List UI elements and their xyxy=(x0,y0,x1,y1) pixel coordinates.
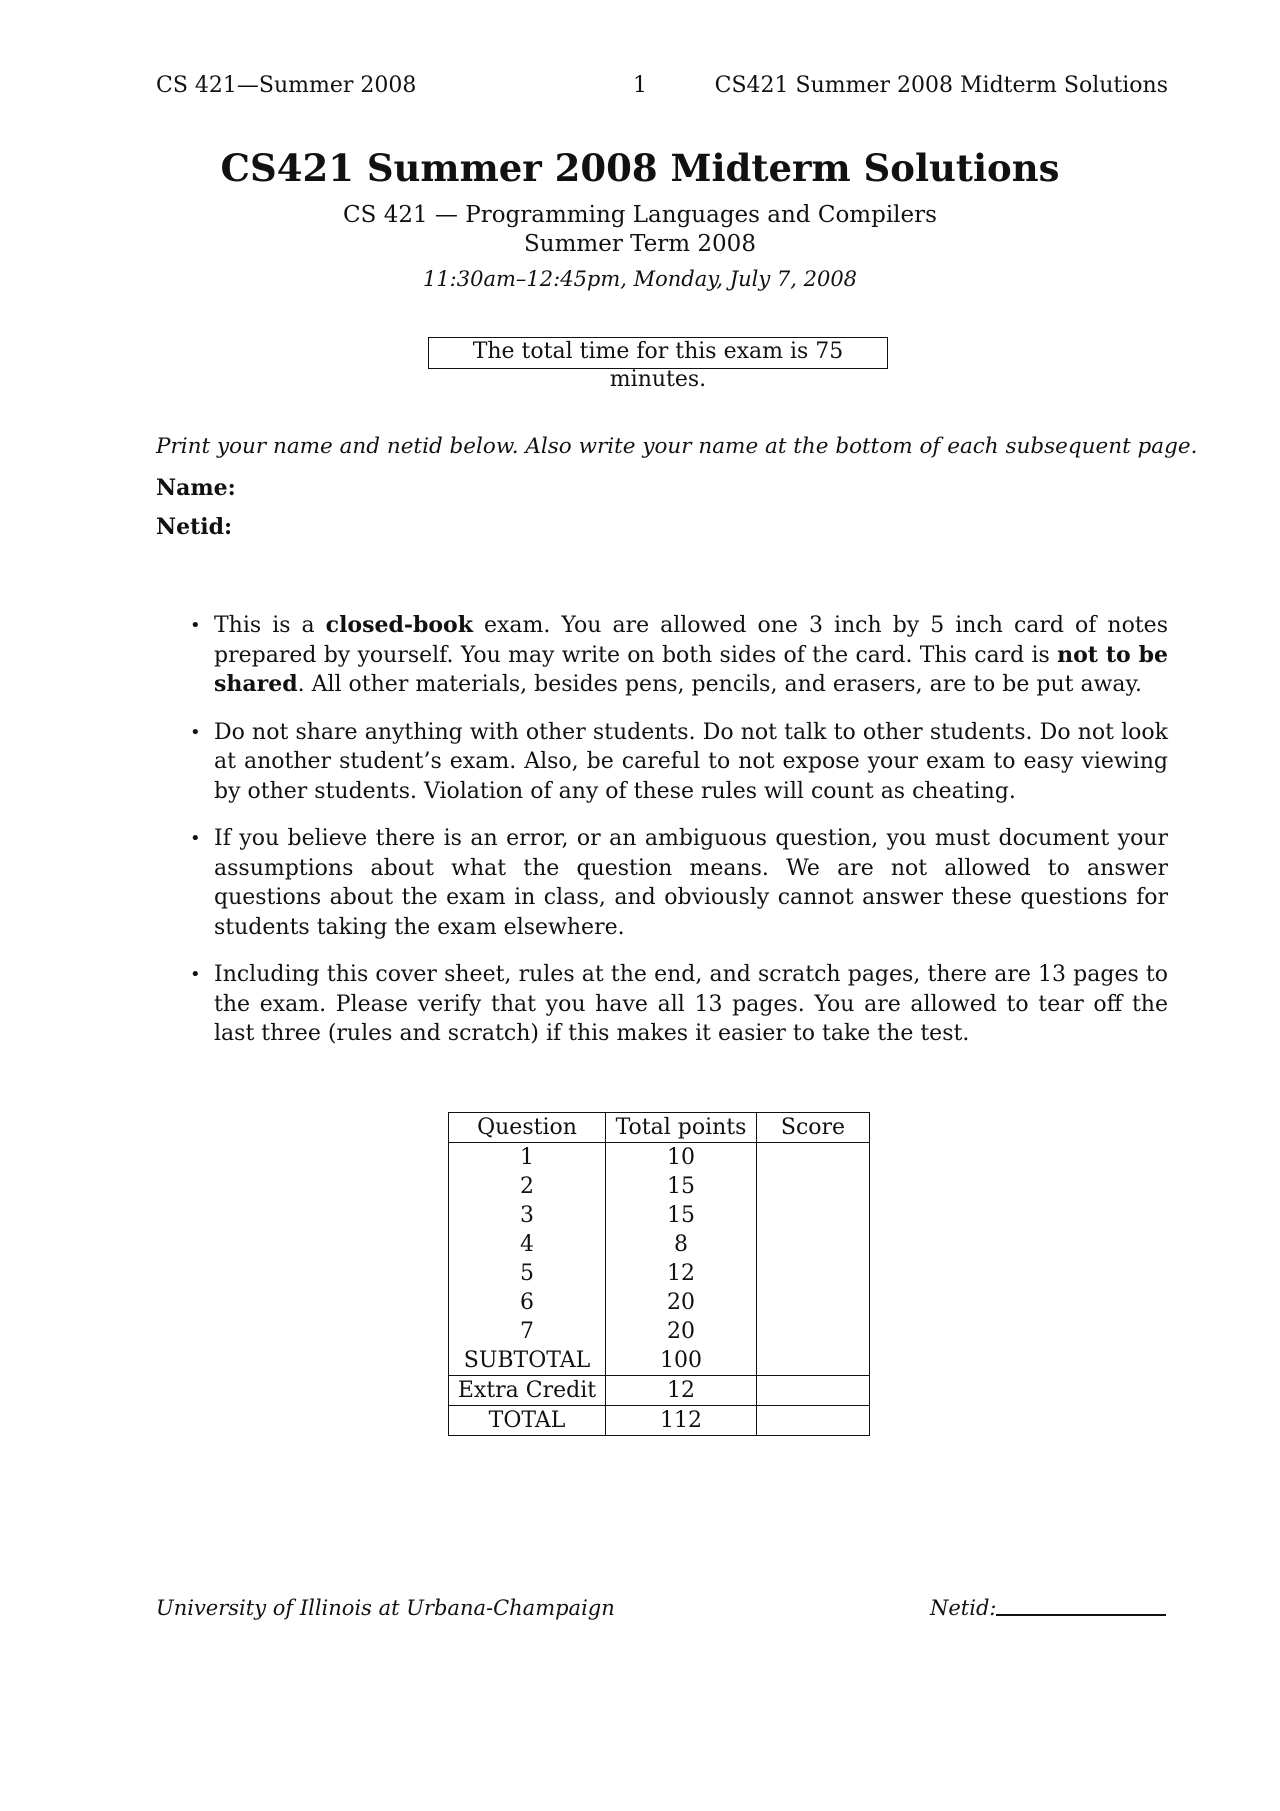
table-header-row xyxy=(449,1113,870,1143)
question-cell: 4 xyxy=(449,1230,606,1259)
subtotal-row xyxy=(449,1346,870,1376)
score-cell xyxy=(757,1230,870,1259)
course-line: CS 421 — Programming Languages and Compilers xyxy=(343,202,937,228)
question-cell: SUBTOTAL xyxy=(449,1346,606,1376)
bullet-icon: • xyxy=(190,721,201,743)
rule-item xyxy=(190,718,1168,807)
name-instructions: Print your name and netid below. Also write your name at the bottom of each subsequent page. xyxy=(156,434,1198,459)
points-cell: 12 xyxy=(606,1376,757,1406)
question-cell: 3 xyxy=(449,1201,606,1230)
score-cell xyxy=(757,1406,870,1436)
rule-text: . All other materials, besides pens, pencils, and erasers, are to be put away. xyxy=(297,672,1143,697)
footer-netid-label: Netid: xyxy=(930,1596,997,1620)
score-cell xyxy=(757,1317,870,1346)
netid-label: Netid: xyxy=(156,514,233,540)
rule-text: This is a xyxy=(214,613,326,638)
points-cell: 15 xyxy=(606,1172,757,1201)
points-cell: 112 xyxy=(606,1406,757,1436)
exam-time-line: 11:30am–12:45pm, Monday, July 7, 2008 xyxy=(422,267,858,291)
table-row xyxy=(449,1317,870,1346)
header-page-number: 1 xyxy=(633,73,647,98)
question-cell: Extra Credit xyxy=(449,1376,606,1406)
points-cell: 20 xyxy=(606,1317,757,1346)
rule-text: If you believe there is an error, or an ambiguous question, you must document your assumptions about what the question means. We are not allowed to answer questions about the exam in class, and obviously cannot answer these questions for students taking the exam elsewhere. xyxy=(214,826,1168,940)
rule-text: exam. You are allowed one 3 inch by 5 inch card of notes prepared by yourself. You may write on both sides of the card. This card is xyxy=(214,613,1168,668)
rule-item xyxy=(190,824,1168,942)
score-cell xyxy=(757,1143,870,1173)
rule-item xyxy=(190,960,1168,1049)
score-cell xyxy=(757,1376,870,1406)
exam-rules-list xyxy=(190,611,1168,1067)
table-row xyxy=(449,1143,870,1173)
rule-emphasis: not to be shared xyxy=(214,641,1168,697)
page-title: CS421 Summer 2008 Midterm Solutions xyxy=(220,146,1060,190)
question-cell: 1 xyxy=(449,1143,606,1173)
question-cell: 6 xyxy=(449,1288,606,1317)
column-header-total-points: Total points xyxy=(606,1113,757,1143)
exam-duration-box: The total time for this exam is 75 minutes. xyxy=(428,337,888,369)
question-cell: 2 xyxy=(449,1172,606,1201)
points-cell: 100 xyxy=(606,1346,757,1376)
footer-university: University of Illinois at Urbana-Champaign xyxy=(156,1596,615,1620)
table-row xyxy=(449,1230,870,1259)
table-row xyxy=(449,1288,870,1317)
score-cell xyxy=(757,1172,870,1201)
points-cell: 8 xyxy=(606,1230,757,1259)
points-cell: 12 xyxy=(606,1259,757,1288)
score-cell xyxy=(757,1288,870,1317)
name-label: Name: xyxy=(156,475,236,501)
column-header-score: Score xyxy=(757,1113,870,1143)
points-cell: 15 xyxy=(606,1201,757,1230)
points-cell: 10 xyxy=(606,1143,757,1173)
header-doc-title: CS421 Summer 2008 Midterm Solutions xyxy=(714,73,1168,98)
table-row xyxy=(449,1201,870,1230)
term-line: Summer Term 2008 xyxy=(524,231,756,257)
table-row xyxy=(449,1172,870,1201)
footer-netid-blank xyxy=(996,1614,1166,1616)
score-cell xyxy=(757,1259,870,1288)
header-course: CS 421—Summer 2008 xyxy=(156,73,417,98)
question-cell: 7 xyxy=(449,1317,606,1346)
rule-emphasis: closed-book xyxy=(325,612,473,638)
bullet-icon: • xyxy=(190,964,201,985)
extra-credit-row xyxy=(449,1376,870,1406)
bullet-icon: • xyxy=(190,828,201,849)
rule-text: Do not share anything with other students. Do not talk to other students. Do not look at another student’s exam. Also, be careful to not expose your exam to easy viewing by other students. Violation of any of these rules will count as cheating. xyxy=(214,719,1168,804)
score-cell xyxy=(757,1201,870,1230)
points-cell: 20 xyxy=(606,1288,757,1317)
question-cell: 5 xyxy=(449,1259,606,1288)
bullet-icon: • xyxy=(190,615,201,636)
question-cell: TOTAL xyxy=(449,1406,606,1436)
rule-text: Including this cover sheet, rules at the end, and scratch pages, there are 13 pages to the exam. Please verify that you have all 13 pages. You are allowed to tear off the last three (rules and scratch) if this makes it easier to take the test. xyxy=(214,962,1168,1046)
score-table xyxy=(448,1112,870,1436)
rule-item xyxy=(190,611,1168,700)
total-row xyxy=(449,1406,870,1436)
score-cell xyxy=(757,1346,870,1376)
table-row xyxy=(449,1259,870,1288)
column-header-question: Question xyxy=(449,1113,606,1143)
